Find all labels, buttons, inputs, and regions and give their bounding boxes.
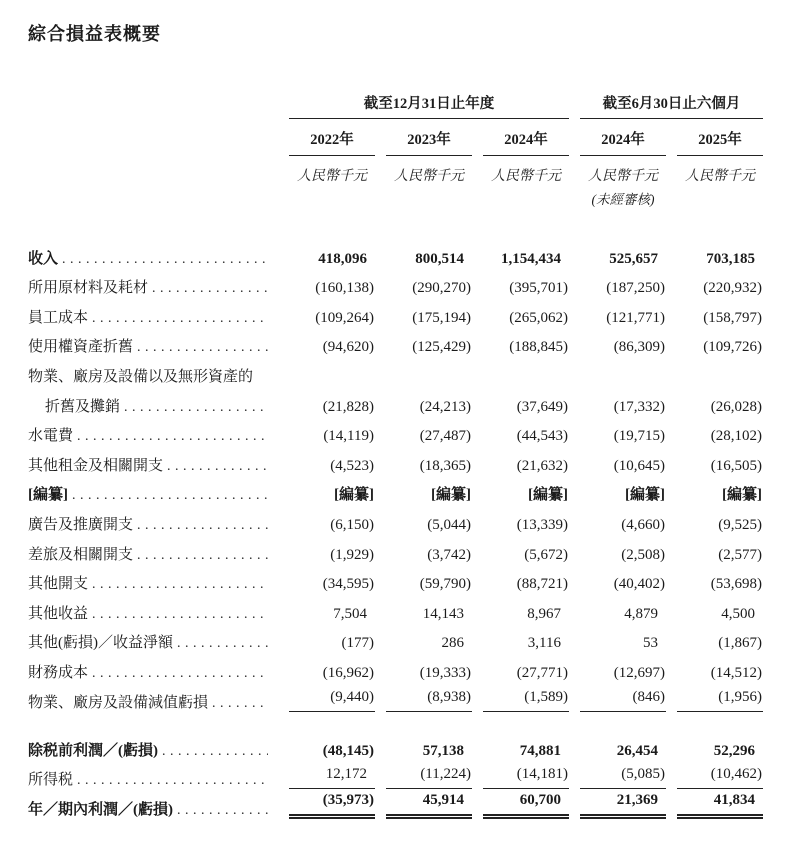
value-cell: (12,697) (613, 664, 665, 681)
value-cell: (220,932) (703, 280, 762, 297)
value-cell: [編纂] (431, 487, 471, 504)
year-header-row (28, 119, 770, 156)
row-label-cell (28, 602, 278, 623)
dot-leader (77, 772, 268, 789)
row-label: 其他開支 (28, 576, 89, 593)
row-label: 差旅及相關開支 (28, 546, 134, 563)
value-cell: (48,145) (322, 742, 374, 759)
dot-leader (162, 743, 268, 760)
value-cell: (1,956) (677, 689, 763, 712)
value-cell: (8,938) (386, 689, 472, 712)
value-cell: 3,116 (527, 635, 561, 652)
table-row (28, 682, 770, 712)
row-label: 其他租金及相關開支 (28, 457, 164, 474)
table-row (28, 356, 770, 386)
value-cell: (9,525) (718, 516, 762, 533)
row-label-cell (28, 365, 278, 386)
value-cell: (188,845) (509, 339, 568, 356)
row-label-cell (28, 395, 278, 416)
table-row (28, 760, 770, 790)
value-cell: (14,512) (710, 664, 762, 681)
year-header-2025-interim: 2025年 (677, 119, 763, 156)
table-row (28, 238, 770, 268)
row-label-cell (28, 739, 278, 760)
unit-label: 人民幣千元 (491, 169, 561, 184)
value-cell: (16,962) (322, 664, 374, 681)
column-group-interim: 截至6月30日止六個月 (580, 92, 763, 119)
value-cell: 286 (441, 635, 464, 652)
table-body (28, 238, 770, 819)
value-cell: (16,505) (710, 457, 762, 474)
row-label-cell (28, 335, 278, 356)
value-cell: 14,143 (422, 605, 464, 622)
dot-leader (167, 458, 268, 475)
table-row (28, 623, 770, 653)
value-cell: (14,119) (323, 428, 374, 445)
table-row (28, 504, 770, 534)
dot-leader (137, 517, 268, 534)
row-label: 所得税 (28, 772, 74, 789)
unit-label: 人民幣千元 (297, 169, 367, 184)
value-cell: 7,504 (333, 605, 367, 622)
value-cell: (1,589) (483, 689, 569, 712)
table-row (28, 789, 770, 819)
value-cell: (44,543) (516, 428, 568, 445)
table-row (28, 712, 770, 760)
value-cell: (19,333) (419, 664, 471, 681)
value-cell: (17,332) (613, 398, 665, 415)
dot-leader (77, 428, 268, 445)
unit-label: 人民幣千元 (685, 169, 755, 184)
column-group-annual: 截至12月31日止年度 (289, 92, 569, 119)
income-statement-table (28, 92, 770, 819)
value-cell: 418,096 (318, 250, 367, 267)
value-cell: (26,028) (710, 398, 762, 415)
year-header-2022: 2022年 (289, 119, 375, 156)
row-label: 收入 (28, 250, 59, 267)
value-cell: (290,270) (412, 280, 471, 297)
row-label-cell (28, 798, 278, 819)
row-label-cell (28, 631, 278, 652)
table-row (28, 652, 770, 682)
table-row (28, 534, 770, 564)
value-cell: (13,339) (516, 516, 568, 533)
value-cell: (109,726) (703, 339, 762, 356)
unit-header-row (28, 156, 770, 185)
value-cell: 12,172 (289, 766, 375, 789)
value-cell: (11,224) (386, 766, 472, 789)
dot-leader (62, 251, 268, 268)
row-label: 所用原材料及耗材 (28, 280, 149, 297)
value-cell: (24,213) (419, 398, 471, 415)
value-cell: 41,834 (677, 792, 763, 819)
value-cell: (21,632) (516, 457, 568, 474)
value-cell: 4,500 (721, 605, 755, 622)
row-label-cell (28, 513, 278, 534)
row-label-cell (28, 483, 278, 504)
year-header-2023: 2023年 (386, 119, 472, 156)
value-cell: 57,138 (422, 742, 464, 759)
page-title: 綜合損益表概要 (28, 24, 161, 44)
value-cell: (1,867) (718, 635, 762, 652)
value-cell: (187,250) (606, 280, 665, 297)
value-cell: (18,365) (419, 457, 471, 474)
value-cell: (265,062) (509, 309, 568, 326)
row-label: [編纂] (28, 487, 68, 504)
table-row (28, 416, 770, 446)
value-cell: 60,700 (483, 792, 569, 819)
dot-leader (92, 665, 268, 682)
value-cell: [編纂] (528, 487, 568, 504)
value-cell: 45,914 (386, 792, 472, 819)
value-cell: (109,264) (315, 309, 374, 326)
row-label: 年／期內利潤／(虧損) (28, 801, 173, 818)
row-label: 其他(虧損)／收益淨額 (28, 635, 173, 652)
table-row (28, 268, 770, 298)
table-row (28, 475, 770, 505)
value-cell: 525,657 (609, 250, 658, 267)
value-cell: (27,771) (516, 664, 568, 681)
row-label: 其他收益 (28, 605, 89, 622)
row-label-cell (28, 543, 278, 564)
value-cell: (177) (341, 635, 374, 652)
dot-leader (177, 635, 268, 652)
value-cell: (35,973) (289, 792, 375, 819)
dot-leader (72, 487, 268, 504)
value-cell: (175,194) (412, 309, 471, 326)
value-cell: (9,440) (289, 689, 375, 712)
value-cell: 21,369 (580, 792, 666, 819)
value-cell: 53 (643, 635, 658, 652)
value-cell: (40,402) (613, 576, 665, 593)
value-cell: (21,828) (322, 398, 374, 415)
value-cell: 8,967 (527, 605, 561, 622)
value-cell: [編纂] (722, 487, 762, 504)
value-cell: 1,154,434 (501, 250, 561, 267)
value-cell: (19,715) (613, 428, 665, 445)
value-cell: (28,102) (710, 428, 762, 445)
row-label: 使用權資產折舊 (28, 339, 134, 356)
value-cell: (94,620) (322, 339, 374, 356)
row-label-cell (28, 572, 278, 593)
row-label: 廣告及推廣開支 (28, 516, 134, 533)
row-label: 財務成本 (28, 664, 89, 681)
value-cell: (88,721) (516, 576, 568, 593)
value-cell: (395,701) (509, 280, 568, 297)
dot-leader (137, 339, 268, 356)
row-label-cell (28, 247, 278, 268)
value-cell: (5,044) (427, 516, 471, 533)
value-cell: (160,138) (315, 280, 374, 297)
value-cell: (846) (580, 689, 666, 712)
table-row (28, 445, 770, 475)
row-label-cell (28, 691, 278, 712)
row-label: 折舊及攤銷 (45, 398, 121, 415)
dot-leader (92, 606, 268, 623)
column-group-row (28, 92, 770, 119)
table-row (28, 327, 770, 357)
value-cell: (10,462) (677, 766, 763, 789)
year-header-2024: 2024年 (483, 119, 569, 156)
value-cell: (14,181) (483, 766, 569, 789)
row-label-cell (28, 661, 278, 682)
value-cell: (125,429) (412, 339, 471, 356)
unit-label: 人民幣千元 (588, 169, 658, 184)
row-label-cell (28, 424, 278, 445)
value-cell: [編纂] (625, 487, 665, 504)
row-label: 員工成本 (28, 309, 89, 326)
dot-leader (152, 280, 268, 297)
value-cell: (37,649) (516, 398, 568, 415)
value-cell: (4,523) (330, 457, 374, 474)
value-cell: (86,309) (613, 339, 665, 356)
row-label-cell (28, 276, 278, 297)
dot-leader (137, 547, 268, 564)
value-cell: (121,771) (606, 309, 665, 326)
row-label: 除税前利潤／(虧損) (28, 742, 158, 759)
dot-leader (212, 695, 268, 712)
dot-leader (92, 310, 268, 327)
value-cell: 800,514 (415, 250, 464, 267)
value-cell: 4,879 (624, 605, 658, 622)
value-cell: (5,672) (524, 546, 568, 563)
table-header (28, 92, 770, 208)
table-row (28, 593, 770, 623)
value-cell: (3,742) (427, 546, 471, 563)
value-cell: (5,085) (580, 766, 666, 789)
value-cell: (2,508) (621, 546, 665, 563)
value-cell: (2,577) (718, 546, 762, 563)
row-label: 物業、廠房及設備減值虧損 (28, 694, 209, 711)
note-header-row (28, 185, 770, 208)
value-cell: (4,660) (621, 516, 665, 533)
value-cell: (59,790) (419, 576, 471, 593)
value-cell: (158,797) (703, 309, 762, 326)
value-cell: 52,296 (713, 742, 755, 759)
value-cell: (1,929) (330, 546, 374, 563)
value-cell: 703,185 (706, 250, 755, 267)
unaudited-note: (未經審核) (591, 192, 655, 207)
table-row (28, 564, 770, 594)
value-cell: 26,454 (616, 742, 658, 759)
value-cell: 74,881 (519, 742, 561, 759)
value-cell: (27,487) (419, 428, 471, 445)
table-row (28, 297, 770, 327)
dot-leader (92, 576, 268, 593)
row-label: 水電費 (28, 428, 74, 445)
row-label: 物業、廠房及設備以及無形資產的 (28, 368, 254, 385)
row-label-cell (28, 306, 278, 327)
row-label-cell (28, 768, 278, 789)
dot-leader (177, 802, 268, 819)
value-cell: (53,698) (710, 576, 762, 593)
value-cell: (10,645) (613, 457, 665, 474)
row-label-cell (28, 454, 278, 475)
table-row (28, 386, 770, 416)
value-cell: [編纂] (334, 487, 374, 504)
unit-label: 人民幣千元 (394, 169, 464, 184)
value-cell: (6,150) (330, 516, 374, 533)
value-cell: (34,595) (322, 576, 374, 593)
dot-leader (124, 399, 268, 416)
year-header-2024-interim: 2024年 (580, 119, 666, 156)
